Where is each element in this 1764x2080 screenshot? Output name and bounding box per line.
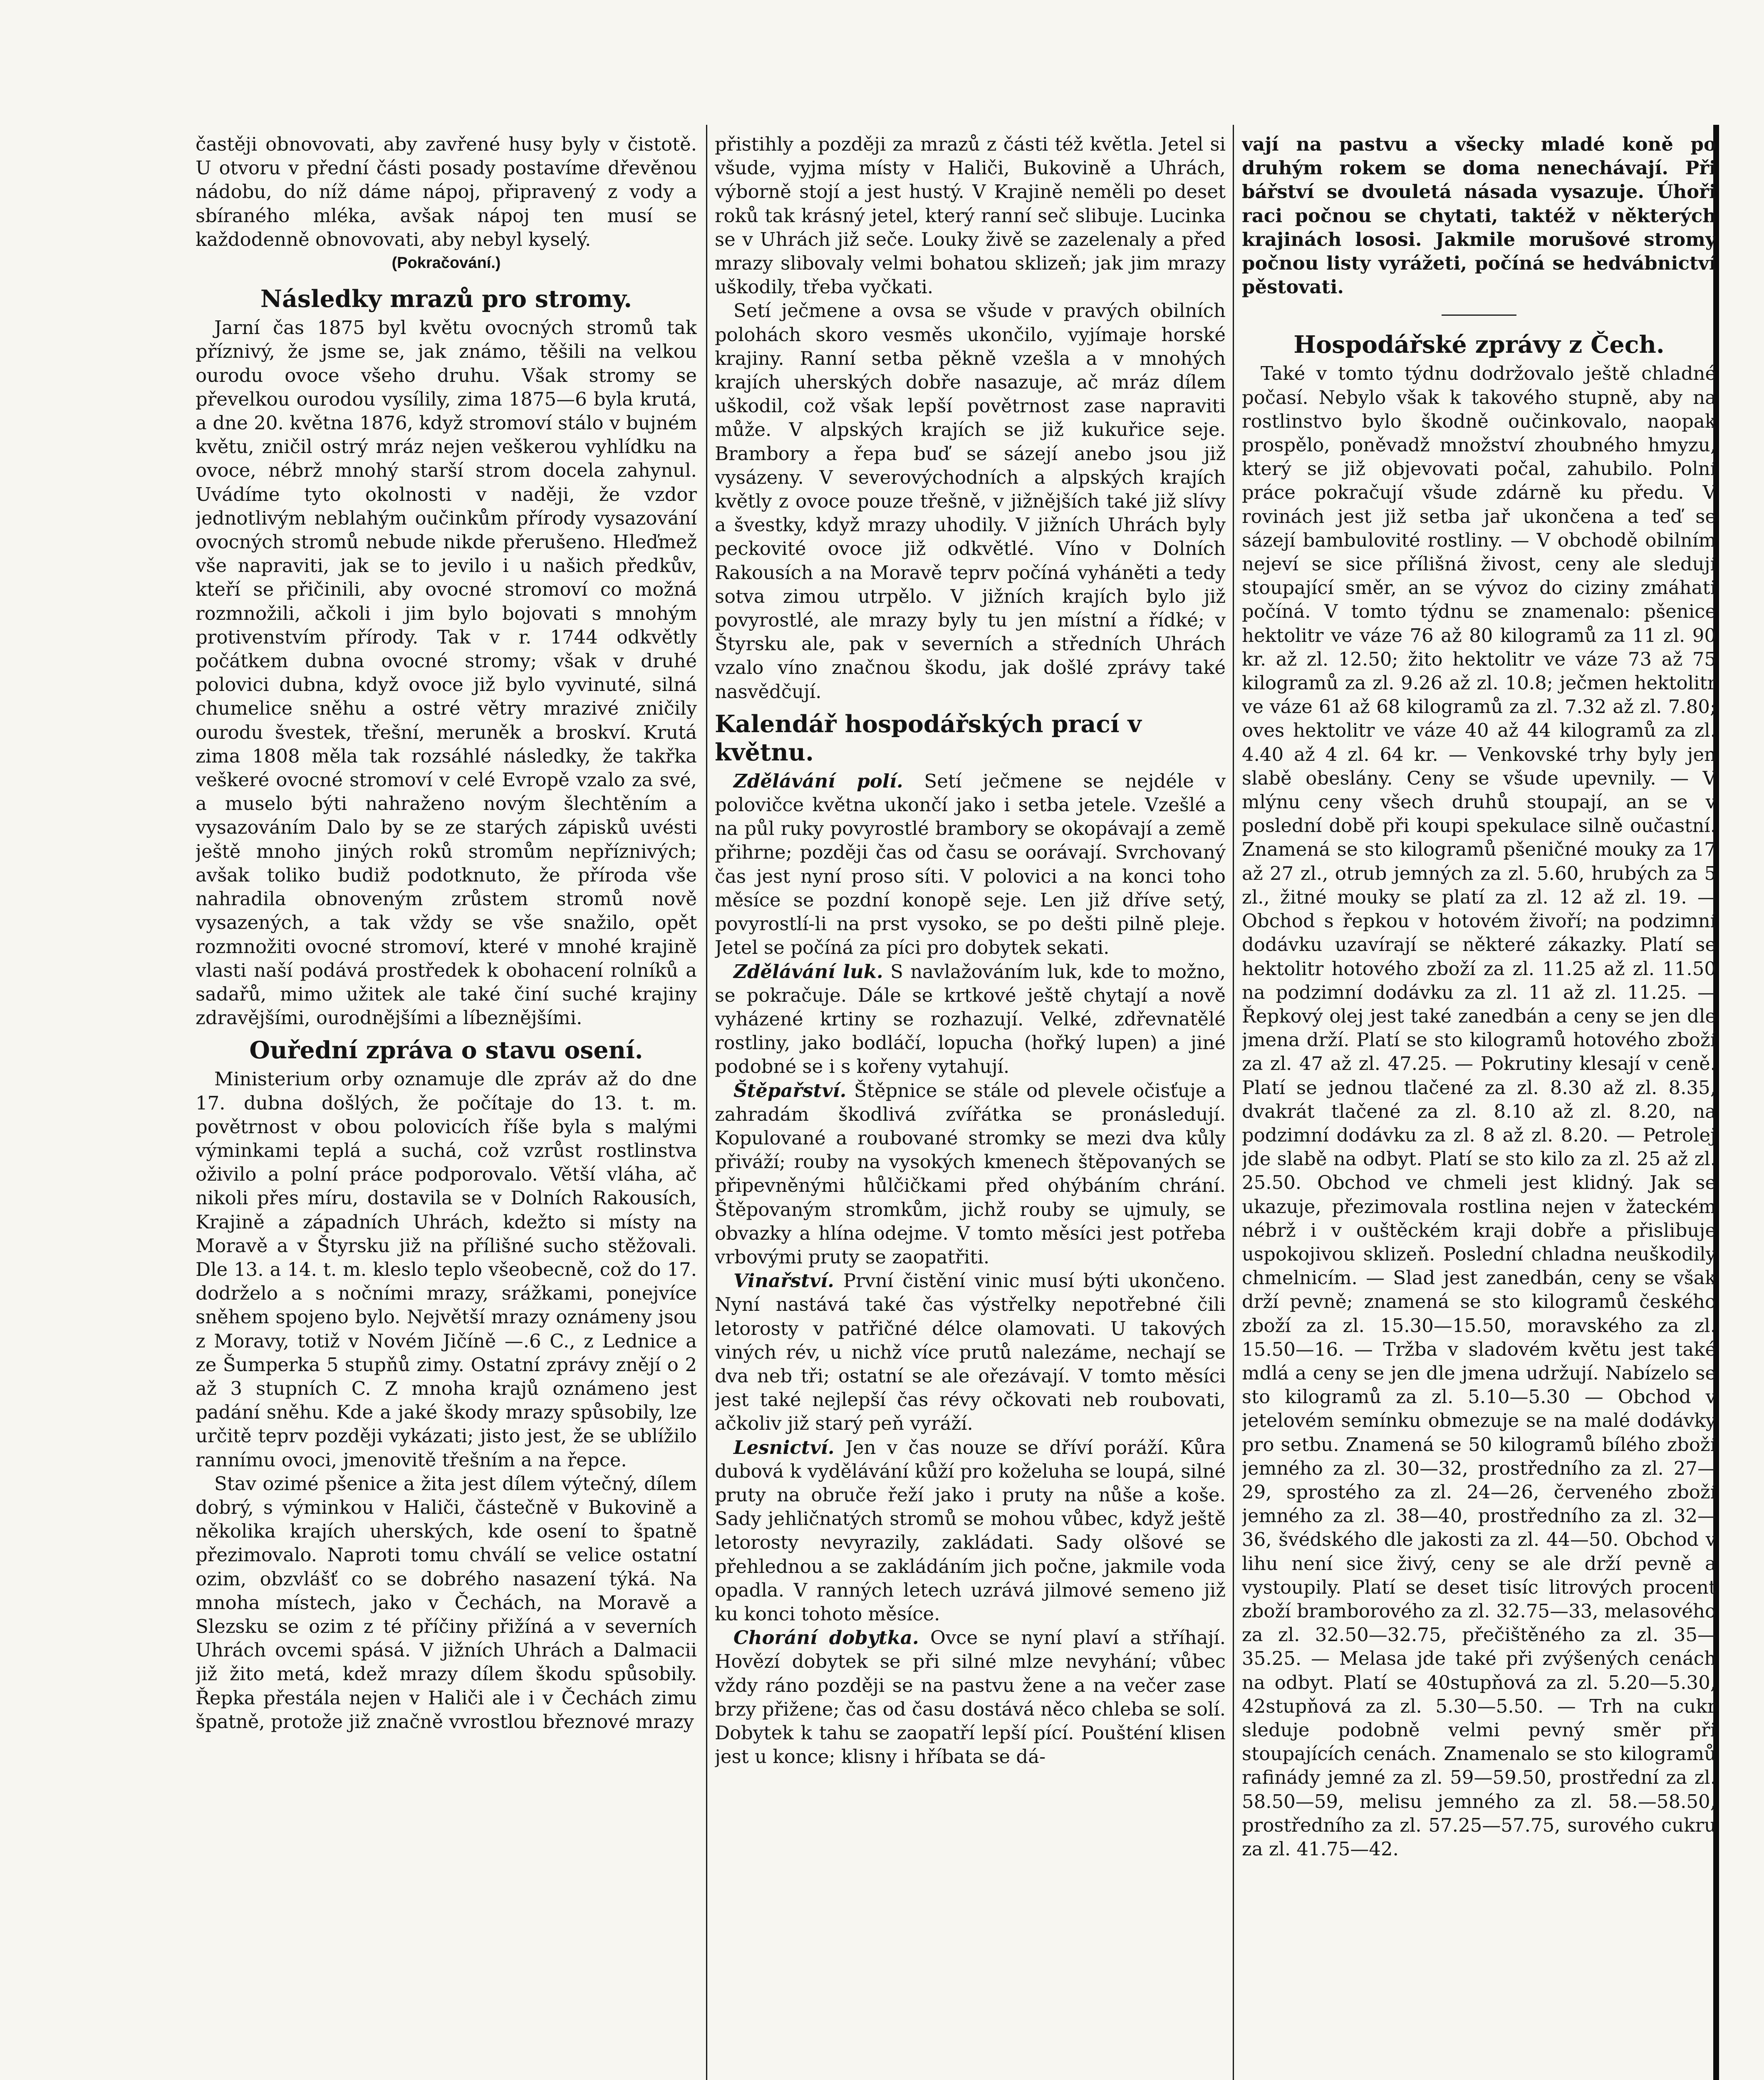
article-title-calendar: Kalendář hospodářských prací v květnu. (715, 710, 1142, 766)
column-rule (706, 125, 707, 2080)
section-text: Setí ječmene se nejdéle v polovičce května ukončí jako i setba jetele. Vzešlé a na půl ruky povyrostlé brambory se okopávají a země přihrne; později čas od času se oorávají. Svrchovaný čas jest nyní proso síti. V polovici a na konci toho měsíce se pozdní konopě seje. Len již dříve setý, povyrostlí-li na prst vysoko, se po dešti pilně pleje. Jetel se počíná za píci pro dobytek sekati. (715, 770, 1226, 959)
section-label: Lesnictví. (733, 1436, 835, 1458)
column-1 (196, 132, 697, 2080)
article-title-frost: Následky mrazů pro stromy. (260, 285, 632, 313)
section-text: První čistění vinic musí býti ukončeno. Nyní nastává také čas výstřelky nepotřebné čili letorosty v patřičné délce olamovati. U takových viných rév, u nichž více prutů nalezáme, nechají se dva neb tři; ostatní se ale ořezávají. V tomto měsíci jest také nejlepší čas révy očkovati neb roubovati, ačkoliv již starý peň vyráží. (715, 1270, 1226, 1435)
section-label: Chorání dobytka. (733, 1627, 919, 1649)
column-2 (715, 132, 1226, 2080)
article-paragraph: Setí ječmene a ovsa se všude v pravých obilních polohách skoro vesměs ukončilo, vyjímaje horské krajiny. Ranní setba pěkně vzešla a v mnohých krajích uherských dobře nasazuje, ač mráz dílem uškodil, což však lepší povětrnost zase napraviti může. V alpských krajích se již kukuřice seje. Brambory a řepa buď se sázejí anebo jsou již vysázeny. V severovýchodních a alpských krajích květly z ovoce pouze třešně, v jižnějších také již slívy a švestky, když mrazy uhodily. V jižních Uhrách byly peckovité ovoce již odkvětlé. Víno v Dolních Rakousích a na Moravě teprv počíná vyháněti a tedy sotva zimou utrpělo. V jižních krajích bylo již povyrostlé, ale mrazy byly tu jen místní a řídké; v Štyrsku ale, pak v severních a středních Uhrách vzalo víno značnou škodu, jak došlé zprávy také nasvědčují. (715, 300, 1226, 703)
article-paragraph: vají na pastvu a všecky mladé koně po druhým rokem se doma nenechávají. Při bářství se dvouletá násada vysazuje. Úhoři raci počnou se chytati, taktéž v některých krajinách lososi. Jakmile morušové stromy počnou listy vyrážeti, počíná se hedvábnictví pěstovati. (1242, 133, 1716, 298)
article-paragraph: Stav ozimé pšenice a žita jest dílem výtečný, dílem dobrý, s výminkou v Haliči, částečně v Bukovině a několika krajích uherských, kde osení to špatně přezimovalo. Naproti tomu chválí se velice ostatní ozim, obzvlášť co se dobrého nasazení týká. Na mnoha místech, jako v Čechách, na Moravě a Slezsku se ozim z té příčiny přižíná a v severních Uhrách ovcemi spásá. V jižních Uhrách a Dalmacii již žito metá, kdež mrazy dílem škodu spůsobily. Řepka přestála nejen v Haliči ale i v Čechách zimu špatně, protože již značně vvrostlou březnové mrazy (196, 1472, 697, 1733)
section-text: Štěpnice se stále od plevele očisťuje a zahradám škodlivá zvířátka se pronásledují. Kopulované a roubované stromky se mezi dva kůly přiváží; rouby na vysokých kmenech štěpovaných se připevněnými hůlčičkami před ohýbáním chrání. Štěpovaným stromkům, jichž rouby se ujmuly, se obvazky a hlína odejme. V tomto měsíci jest potřeba vrbovými pruty se zaopatřiti. (715, 1079, 1226, 1268)
article-title-crop-report: Ouřední zpráva o stavu osení. (249, 1036, 643, 1065)
section-label: Štěpařství. (733, 1079, 847, 1102)
section-label: Zdělávání polí. (733, 770, 903, 792)
section-text: Ovce se nyní plaví a stříhají. Hovězí dobytek se při silné mlze nevyhání; vůbec vždy ráno později se na pastvu žene a na večer zase brzy přižene; čas od času dostává něco chleba se solí. Dobytek k tahu se zaopatří lepší pící. Poušténí klisen jest u konce; klisny i hříbata se dá- (715, 1627, 1226, 1768)
section-text: Jen v čas nouze se dříví poráží. Kůra dubová k vydělávání kůží pro koželuha se loupá, silné pruty na obruče řeží jako i pruty na nůše a koše. Sady jehličnatých stromů se mohou vůbec, když ještě letorosty nevyrazily, zakládati. Sady olšové se přehlednou a se zakládáním jich počne, jakmile voda opadla. V ranných letech uzrává jilmové semeno již ku konci tohoto měsíce. (715, 1436, 1226, 1625)
continuation-paragraph: častěji obnovovati, aby zavřené husy byly v čistotě. U otvoru v přední části posady postavíme dřevěnou nádobu, do níž dáme nápoj, připravený z vody a sbíraného mléka, avšak nápoj ten musí se každodenně obnovovati, aby nebyl kyselý. (196, 133, 697, 250)
section-divider (1442, 314, 1516, 316)
column-rule (1233, 125, 1234, 2080)
article-paragraph: Jarní čas 1875 byl květu ovocných stromů tak příznivý, že jsme se, jak známo, těšili na velkou ourodu ovoce všeho druhu. Však stromy se převelkou ourodou vysílily, zima 1875—6 byla krutá, a dne 20. května 1876, když stromoví stálo v bujném květu, zničil ostrý mráz nejen veškerou vyhlídku na ovoce, nébrž mnohý starší strom docela zahynul. Uvádíme tyto okolnosti v naději, že vzdor jednotlivým neblahým oučinkům přírody vysazování ovocných stromů nebude nikde přerušeno. Hleďmež vše napraviti, jak se to jevilo i u našich předkův, kteří se přičinili, aby ovocné stromoví co možná rozmnožili, ačkoli i jim bylo bojovati s mnohým protivenstvím přírody. Tak v r. 1744 odkvětly počátkem dubna ovocné stromy; však v druhé polovici dubna, když ovoce již bylo vyvinuté, silná chumelice sněhu a ostré větry mrazivé zničily ourodu švestek, třešní, meruněk a broskví. Krutá zima 1808 měla tak rozsáhlé následky, že takřka veškeré ovocné stromoví v celé Evropě vzalo za své, a muselo býti nahraženo novým šlechtěním a vysazováním Dalo by se ze starých zápisků uvésti ještě mnoho jiných roků stromům nepříznivých; avšak toliko budiž podotknuto, že příroda vše nahradila obnoveným zrůstem stromů nově vysazených, a tak vždy se vše snažilo, opět rozmnožiti ovocné stromoví, které v mnohé krajině vlasti naší podává prostředek k obohacení rolníků a sadařů, mimo užitek ale také činí suché krajiny zdravějšími, ourodnějšími a líbeznějšími. (196, 317, 697, 1029)
calendar-section (715, 960, 1226, 1079)
calendar-section (715, 1436, 1226, 1626)
continuation-note: (Pokračování.) (391, 254, 501, 272)
article-title-bohemia-news: Hospodářské zprávy z Čech. (1293, 331, 1665, 359)
column-3 (1242, 132, 1716, 2080)
article-paragraph: přistihly a později za mrazů z části též květla. Jetel si všude, vyjma místy v Haliči, Bukovině a Uhrách, výborně stojí a jest hustý. V Krajině neměli po deset roků tak krásný jetel, který ranní seč slibuje. Lucinka se v Uhrách již seče. Louky živě se zazelenaly a před mrazy slibovaly velmi bohatou sklizeň; jak jim mrazy uškodily, třeba vyčkati. (715, 133, 1226, 298)
section-label: Vinařství. (733, 1270, 834, 1292)
section-label: Zdělávání luk. (733, 960, 883, 983)
calendar-section (715, 1269, 1226, 1435)
article-paragraph: Ministerium orby oznamuje dle zpráv až do dne 17. dubna došlých, že počítaje do 13. t. m. povětrnost v obou polovicích říše byla s malými výminkami teplá a suchá, což vzrůst rostlinstva oživilo a polní práce podporovalo. Větší vláha, ač nikoli přes míru, dostavila se v Dolních Rakousích, Krajině a západních Uhrách, kdežto si místy na Moravě a v Štyrsku již na přílišné sucho stěžovali. Dle 13. a 14. t. m. kleslo teplo všeobecně, což do 17. dodrželo a s nočními mrazy, srážkami, ponejvíce sněhem spojeno bylo. Největší mrazy oznámeny jsou z Moravy, totiž v Novém Jičíně —.6 C., z Lednice a ze Šumperka 5 stupňů zimy. Ostatní zprávy znějí o 2 až 3 stupních C. Z mnoha krajů oznámeno jest padání sněhu. Kde a jaké škody mrazy spůsobily, lze určitě teprv později vykázati; jisto jest, že se ublížilo rannímu ovoci, jmenovitě třešním a na řepce. (196, 1068, 697, 1471)
calendar-section (715, 769, 1226, 960)
calendar-section (715, 1626, 1226, 1768)
section-text: S navlažováním luk, kde to možno, se pokračuje. Dále se krtkové ještě chytají a nově vyházené krtiny se rozhazují. Velké, zdřevnatělé rostliny, jako bodláčí, lopucha (hořký lupen) a jiné podobné se i s kořeny vytahují. (715, 960, 1226, 1078)
calendar-section (715, 1079, 1226, 1269)
article-paragraph: Také v tomto týdnu dodržovalo ještě chladné počasí. Nebylo však k takového stupně, aby na rostlinstvo bylo škodně oučinkovalo, naopak prospělo, poněvadž množství zhoubného hmyzu, který se již objevovati počal, zahubilo. Polní práce pokračují všude zdárně ku předu. V rovinách jest již setba jař ukončena a teď se sázejí bambulovité rostliny. — V obchodě obilním nejeví se sice přílišná živost, ceny ale sledují stoupající směr, an se vývoz do ciziny zmáhati počíná. V tomto týdnu se znamenalo: pšenice hektolitr ve váze 76 až 80 kilogramů za 11 zl. 90 kr. až zl. 12.50; žito hektolitr ve váze 73 až 75 kilogramů za zl. 9.26 až zl. 10.8; ječmen hektolitr ve váze 61 až 68 kilogramů za zl. 7.32 až zl. 7.80; oves hektolitr ve váze 40 až 44 kilogramů za zl. 4.40 až 4 zl. 64 kr. — Venkovské trhy byly jen slabě obeslány. Ceny se všude upevnily. — V mlýnu ceny všech druhů stoupají, an se v poslední době při koupi spekulace silně oučastní. Znamená se sto kilogramů pšeničné mouky za 17 až 27 zl., otrub jemných za zl. 5.60, hrubých za 5 zl., žitné mouky se platí za zl. 12 až zl. 19. — Obchod s řepkou v hotovém živoří; na podzimní dodávku uzavírají se některé zákazky. Platí se hektolitr hotového zboží za zl. 11.25 až zl. 11.50 na podzimní dodávku za zl. 11 až zl. 11.25. — Řepkový olej jest také zanedbán a ceny se jen dle jmena drží. Platí se sto kilogramů hotového zboží za zl. 47 až zl. 47.25. — Pokrutiny klesají v ceně. Platí se jednou tlačené za zl. 8.30 až zl. 8.35, dvakrát tlačené za zl. 8.10 až zl. 8.20, na podzimní dodávku za zl. 8 až zl. 8.20. — Petrolej jde slabě na odbyt. Platí se sto kilo za zl. 25 až zl. 25.50. Obchod ve chmeli jest klidný. Jak se ukazuje, přezimovala rostlina nejen v žateckém nébrž i v ouštěckém kraji dobře a přislibuje uspokojivou sklizeň. Poslední chladna neuškodily chmelnicím. — Slad jest zanedbán, ceny se však drží pevně; znamená se sto kilogramů českého zboží za zl. 15.30—15.50, moravského za zl. 15.50—16. — Tržba v sladovém květu jest také mdlá a ceny se jen dle jmena udržují. Nabízelo se sto kilogramů za zl. 5.10—5.30 — Obchod v jetelovém semínku obmezuje se na malé dodávky pro setbu. Znamená se 50 kilogramů bílého zboží jemného za zl. 30—32, prostředního za zl. 27—29, sprostého za zl. 24—26, červeného zboží jemného za zl. 38—40, prostředního za zl. 32—36, švédského dle jakosti za zl. 44—50. Obchod v lihu není sice živý, ceny se ale drží pevně a vystoupily. Platí se deset tisíc litrových procent zboží bramborového za zl. 32.75—33, melasového za zl. 32.50—32.75, přečištěného za zl. 35—35.25. — Melasa jde také při zvýšených cenách na odbyt. Platí se 40stupňová za zl. 5.20—5.30, 42stupňová za zl. 5.30—5.50. — Trh na cukr sleduje podobně velmi pevný směr při stoupajících cenách. Znamenalo se sto kilogramů rafinády jemné za zl. 59—59.50, prostřední za zl. 58.50—59, melisu jemného za zl. 58.—58.50, prostředního za zl. 57.25—57.75, surového cukru za zl. 41.75—42. (1242, 362, 1716, 1860)
